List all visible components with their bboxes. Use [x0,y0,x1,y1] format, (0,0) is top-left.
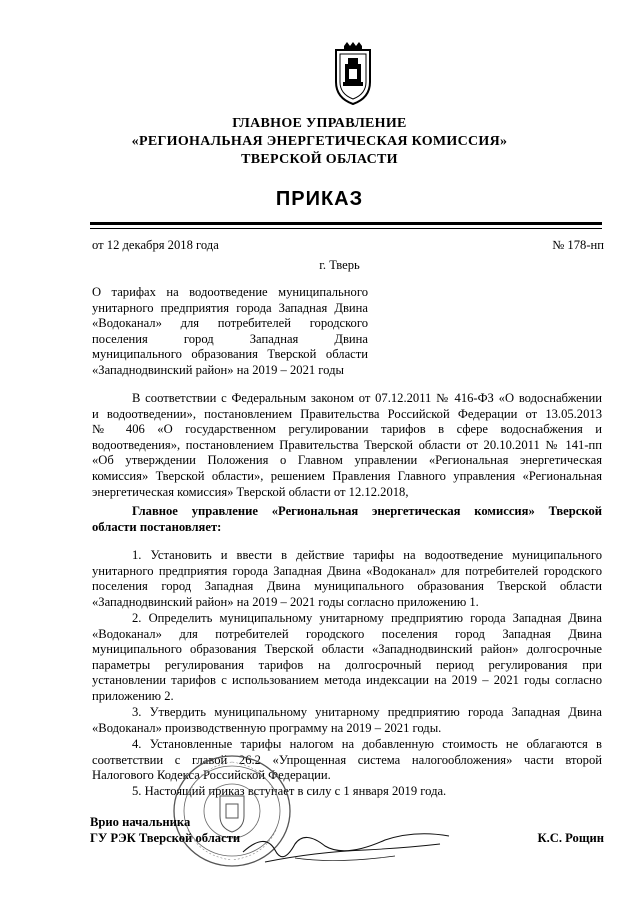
signatory-name: К.С. Рощин [537,831,604,845]
item-line: поселения город Западная Двина муниципального образования Тверской области [92,579,602,594]
signatory-position-line2: ГУ РЭК Тверской области [90,831,241,845]
org-name-line3: ТВЕРСКОЙ ОБЛАСТИ [241,152,398,167]
item-line: параметры регулирования тарифов на долгосрочный период регулирования при [92,657,602,672]
item-line: соответствии с главой 26.2 «Упрощенная система налогообложения» части второй [92,752,602,767]
subject-line: «Западнодвинский район» на 2019 – 2021 годы [92,362,344,377]
subject-line: поселения город Западная Двина [92,331,368,346]
resolution-line: области постановляет: [92,519,222,534]
item-4 [92,737,602,784]
coat-of-arms-icon [330,42,376,106]
subject-line: муниципального образования Тверской области [92,347,368,362]
handwritten-signature [235,822,455,872]
item-line: «Западнодвинский район» на 2019 – 2021 годы согласно приложению 1. [92,594,479,609]
preamble-line: комиссия» Тверской области», решением Правления Главного управления «Региональная [92,468,602,483]
item-line: установлении тарифов с использованием метода индексации на 2019 – 2021 годы согласно [92,673,602,688]
item-line: 5. Настоящий приказ вступает в силу с 1 января 2019 года. [132,784,447,798]
document-date: от 12 декабря 2018 года [92,238,219,252]
item-line: 4. Установленные тарифы налогом на добавленную стоимость не облагаются в [132,737,602,751]
item-line: муниципального образования Тверской области «Западнодвинский район» долгосрочные [92,642,602,657]
signatory-position-line1: Врио начальника [90,815,191,829]
item-line: приложению 2. [92,688,174,703]
preamble-line: водоотведения», постановлением Правительства Тверской области от 20.10.2011 № 141-пп [92,437,602,452]
item-line: унитарного предприятия города Западная Двина «Водоканал» для потребителей городского [92,563,602,578]
item-2 [92,611,602,705]
document-city: г. Тверь [319,258,360,272]
item-line: 2. Определить муниципальному унитарному предприятию города Западная Двина [132,611,602,625]
preamble-line: № 406 «О государственном регулировании тарифов в сфере водоснабжения и [92,422,602,437]
org-name-line2: «РЕГИОНАЛЬНАЯ ЭНЕРГЕТИЧЕСКАЯ КОМИССИЯ» [131,134,508,149]
subject-line: О тарифах на водоотведение муниципального [92,285,368,299]
item-line: 1. Установить и ввести в действие тарифы на водоотведение муниципального [132,548,602,562]
resolution-line: Главное управление «Региональная энергетическая комиссия» Тверской [132,504,602,518]
document-number: № 178-нп [552,238,604,252]
subject-line: «Водоканал» для потребителей городского [92,316,368,331]
item-3 [92,705,602,736]
preamble-line: и водоотведении», постановлением Правительства Российской Федерации от 13.05.2013 [92,406,602,421]
header-rule-thick [90,222,602,225]
preamble-line: В соответствии с Федеральным законом от 07.12.2011 № 416-ФЗ «О водоснабжении [132,391,602,405]
document-title: ПРИКАЗ [275,188,364,210]
item-line: Налогового Кодекса Российской Федерации. [92,768,331,783]
resolution-heading [92,504,602,535]
document-subject [92,285,368,379]
preamble-line: «Об утверждении Положения о Главном управлении «Региональная энергетическая [92,453,602,468]
item-1 [92,548,602,610]
item-5 [92,784,602,800]
item-line: «Водоканал» для потребителей городского поселения город Западная Двина [92,626,602,641]
item-line: «Водоканал» производственную программу на 2019 – 2021 годы. [92,720,442,735]
preamble-paragraph [92,391,602,500]
subject-line: унитарного предприятия города Западная Двина [92,300,368,315]
org-name-line1: ГЛАВНОЕ УПРАВЛЕНИЕ [232,116,407,131]
preamble-line: энергетическая комиссия» Тверской области от 12.12.2018, [92,484,409,499]
item-line: 3. Утвердить муниципальному унитарному предприятию города Западная Двина [132,705,602,719]
header-rule-thin [90,228,602,229]
